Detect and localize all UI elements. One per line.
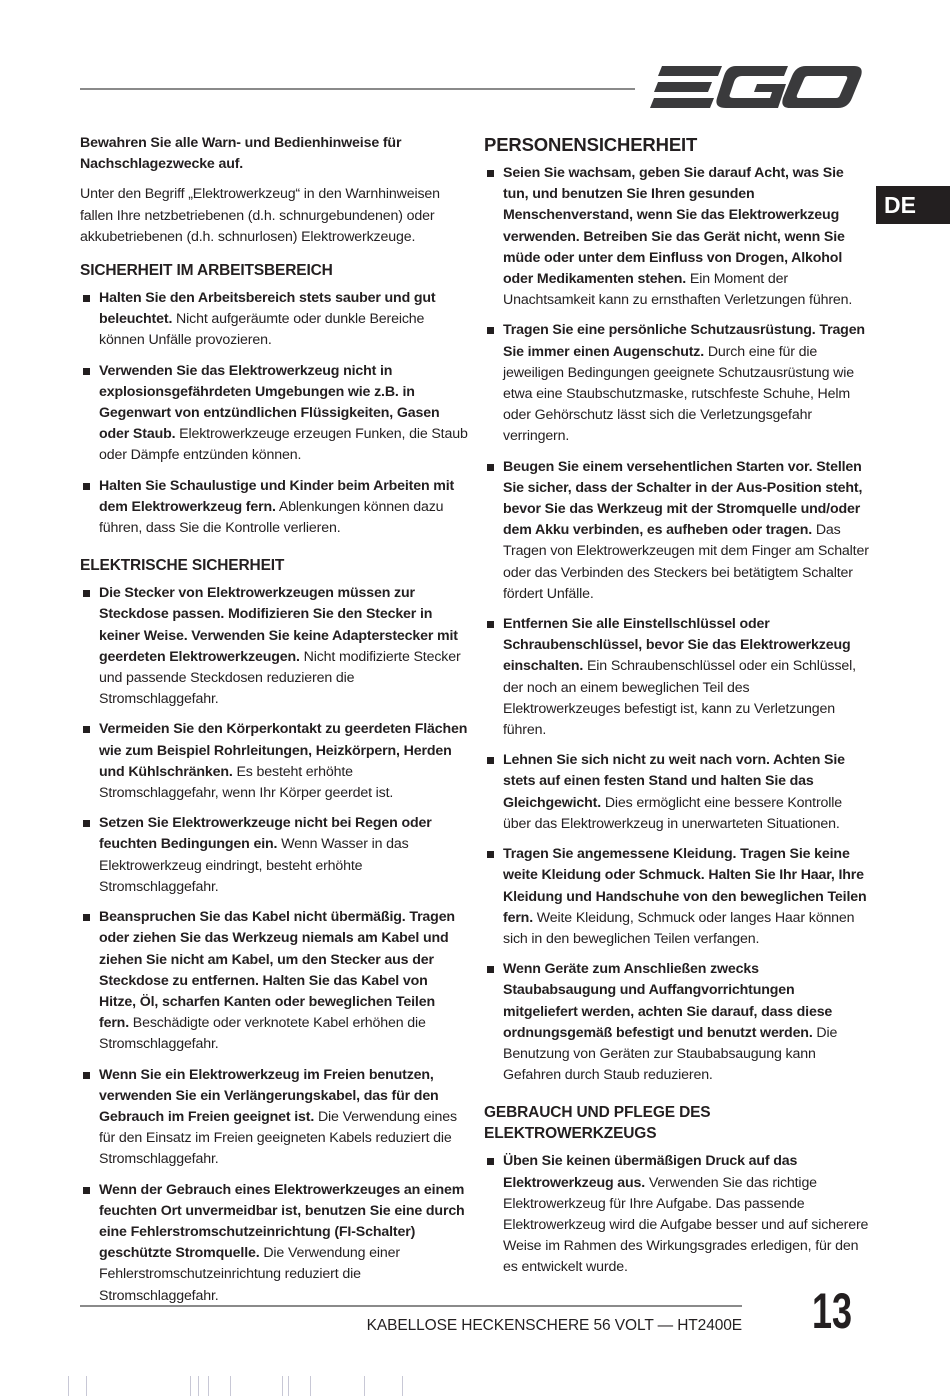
list-item: Wenn Sie ein Elektrowerkzeug im Freien benutzen, verwenden Sie ein Verlängerungskabel, das für den Gebrauch im Freien geeignet ist. Die Verwendung eines für den Einsatz im Freien geeigneten Kabels reduziert die Stromschlaggefahr.: [80, 1065, 468, 1171]
list-item: Entfernen Sie alle Einstellschlüssel oder Schraubenschlüssel, bevor Sie das Elektrowerkzeug einschalten. Ein Schraubenschlüssel oder ein Schlüssel, der noch an einem beweglichen Teil des Elektrowerkzeuges befestigt ist, kann zu Verletzungen führen.: [484, 614, 870, 741]
section-heading: SICHERHEIT IM ARBEITSBEREICH: [80, 262, 333, 280]
bullet-square-icon: [487, 170, 494, 177]
registration-mark: [310, 1376, 311, 1396]
list-item: Verwenden Sie das Elektrowerkzeug nicht in explosionsgefährdeten Umgebungen wie z.B. in Gegenwart von entzündlichen Flüssigkeiten, Gasen oder Staub. Elektrowerkzeuge erzeugen Funken, die Staub oder Dämpfe entzünden können.: [80, 361, 468, 467]
list-item: Seien Sie wachsam, geben Sie darauf Acht, was Sie tun, und benutzen Sie Ihren gesunden Menschenverstand, wenn Sie das Elektrowerkzeug verwenden. Betreiben Sie das Gerät nicht, wenn Sie müde oder unter dem Einfluss von Drogen, Alkohol oder Medikamenten stehen. Ein Moment der Unachtsamkeit kann zu ernsthaften Verletzungen führen.: [484, 163, 870, 311]
registration-mark: [86, 1376, 87, 1396]
section-list: [484, 1151, 870, 1278]
list-item: Vermeiden Sie den Körperkontakt zu geerdeten Flächen wie zum Beispiel Rohrleitungen, Heizkörpern, Herden und Kühlschränken. Es besteht erhöhte Stromschlaggefahr, wenn Ihr Körper geerdet ist.: [80, 719, 468, 804]
bullet-square-icon: [83, 820, 90, 827]
list-item: Wenn Geräte zum Anschließen zwecks Staubabsaugung und Auffangvorrichtungen mitgeliefert werden, achten Sie darauf, dass diese ordnungsgemäß befestigt und benutzt werden. Die Benutzung von Geräten zur Staubabsaugung kann Gefahren durch Staub reduzieren.: [484, 959, 870, 1086]
header-rule: [80, 88, 635, 90]
list-item: Beanspruchen Sie das Kabel nicht übermäßig. Tragen oder ziehen Sie das Werkzeug niemals am Kabel und ziehen Sie nicht am Kabel, um den Stecker aus der Steckdose zu entfernen. Halten Sie das Kabel von Hitze, Öl, scharfen Kanten oder beweglichen Teilen fern. Beschädigte oder verknotete Kabel erhöhen die Stromschlaggefahr.: [80, 907, 468, 1055]
print-registration-marks: [60, 1376, 460, 1396]
bullet-square-icon: [487, 1158, 494, 1165]
ego-logo: [650, 62, 862, 112]
registration-mark: [402, 1376, 403, 1396]
language-tab: DE: [876, 186, 950, 224]
section-list: [80, 288, 468, 539]
section-heading: PERSONENSICHERHEIT: [484, 134, 698, 155]
section-list: [80, 583, 468, 1307]
bullet-square-icon: [83, 914, 90, 921]
bullet-square-icon: [487, 966, 494, 973]
section-heading: ELEKTRISCHE SICHERHEIT: [80, 557, 285, 575]
footer-title: KABELLOSE HECKENSCHERE 56 VOLT — HT2400E: [366, 1317, 742, 1334]
list-item: Lehnen Sie sich nicht zu weit nach vorn. Achten Sie stets auf einen festen Stand und halten Sie das Gleichgewicht. Dies ermöglicht eine bessere Kontrolle über das Elektrowerkzeug in unerwarteten Situationen.: [484, 750, 870, 835]
right-column: [484, 133, 870, 1288]
bullet-square-icon: [83, 483, 90, 490]
registration-mark: [230, 1376, 231, 1396]
bullet-square-icon: [487, 851, 494, 858]
bullet-square-icon: [487, 327, 494, 334]
bullet-square-icon: [83, 368, 90, 375]
list-item: Halten Sie den Arbeitsbereich stets sauber und gut beleuchtet. Nicht aufgeräumte oder dunkle Bereiche können Unfälle provozieren.: [80, 288, 468, 352]
registration-mark: [68, 1376, 69, 1396]
list-item: Üben Sie keinen übermäßigen Druck auf das Elektrowerkzeug aus. Verwenden Sie das richtige Elektrowerkzeug für Ihre Aufgabe. Das passende Elektrowerkzeug wird die Aufgabe besser und auf sicherere Weise im Rahmen des Wirkungsgrades erledigen, für den es entwickelt wurde.: [484, 1151, 870, 1278]
registration-mark: [198, 1376, 199, 1396]
intro-bold: Bewahren Sie alle Warn- und Bedienhinweise für Nachschlagezwecke auf.: [80, 135, 402, 173]
bullet-square-icon: [83, 726, 90, 733]
registration-mark: [190, 1376, 191, 1396]
list-item: Beugen Sie einem versehentlichen Starten vor. Stellen Sie sicher, dass der Schalter in der Aus-Position steht, bevor Sie das Werkzeug mit der Stromquelle und/oder dem Akku verbinden, es aufheben oder tragen. Das Tragen von Elektrowerkzeugen mit dem Finger am Schalter oder das Verbinden des Steckers bei betätigtem Schalter fördert Unfälle.: [484, 457, 870, 605]
section-list: [484, 163, 870, 1086]
bullet-square-icon: [83, 590, 90, 597]
intro-text: Unter den Begriff „Elektrowerkzeug“ in den Warnhinweisen fallen Ihre netzbetriebenen (d.h. schnurgebundenen) oder akkubetriebenen (d.h. schnurlosen) Elektrowerkzeuge.: [80, 186, 440, 245]
list-item: Halten Sie Schaulustige und Kinder beim Arbeiten mit dem Elektrowerkzeug fern. Ablenkungen können dazu führen, dass Sie die Kontrolle verlieren.: [80, 476, 468, 540]
footer-rule: [80, 1305, 742, 1307]
list-item: Tragen Sie angemessene Kleidung. Tragen Sie keine weite Kleidung oder Schmuck. Halten Sie Ihr Haar, Ihre Kleidung und Handschuhe von den beweglichen Teilen fern. Weite Kleidung, Schmuck oder langes Haar können sich in den beweglichen Teilen verfangen.: [484, 844, 870, 950]
registration-mark: [288, 1376, 289, 1396]
registration-mark: [364, 1376, 365, 1396]
bullet-square-icon: [83, 1187, 90, 1194]
list-item: Die Stecker von Elektrowerkzeugen müssen zur Steckdose passen. Modifizieren Sie den Stecker in keiner Weise. Verwenden Sie keine Adapterstecker mit geerdeten Elektrowerkzeugen. Nicht modifizierte Stecker und passende Steckdosen reduzieren die Stromschlaggefahr.: [80, 583, 468, 710]
registration-mark: [282, 1376, 283, 1396]
registration-mark: [208, 1376, 209, 1396]
bullet-square-icon: [487, 464, 494, 471]
list-item: Tragen Sie eine persönliche Schutzausrüstung. Tragen Sie immer einen Augenschutz. Durch eine für die jeweiligen Bedingungen geeignete Schutzausrüstung wie etwa eine Staubschutzmaske, rutschfeste Schuhe, Helm oder Gehörschutz lässt sich die Verletzungsgefahr verringern.: [484, 320, 870, 447]
list-item: Wenn der Gebrauch eines Elektrowerkzeuges an einem feuchten Ort unvermeidbar ist, benutzen Sie eine durch eine Fehlerstromschutzeinrichtung (FI-Schalter) geschützte Stromquelle. Die Verwendung einer Fehlerstromschutzeinrichtung reduziert die Stromschlaggefahr.: [80, 1180, 468, 1307]
section-heading: GEBRAUCH UND PFLEGE DES ELEKTROWERKZEUGS: [484, 1104, 711, 1143]
bullet-square-icon: [487, 621, 494, 628]
bullet-square-icon: [487, 757, 494, 764]
bullet-square-icon: [83, 1072, 90, 1079]
list-item: Setzen Sie Elektrowerkzeuge nicht bei Regen oder feuchten Bedingungen ein. Wenn Wasser in das Elektrowerkzeug eindringt, besteht erhöhte Stromschlaggefahr.: [80, 813, 468, 898]
left-column: [80, 133, 468, 1316]
page-number: 13: [812, 1283, 853, 1339]
bullet-square-icon: [83, 295, 90, 302]
